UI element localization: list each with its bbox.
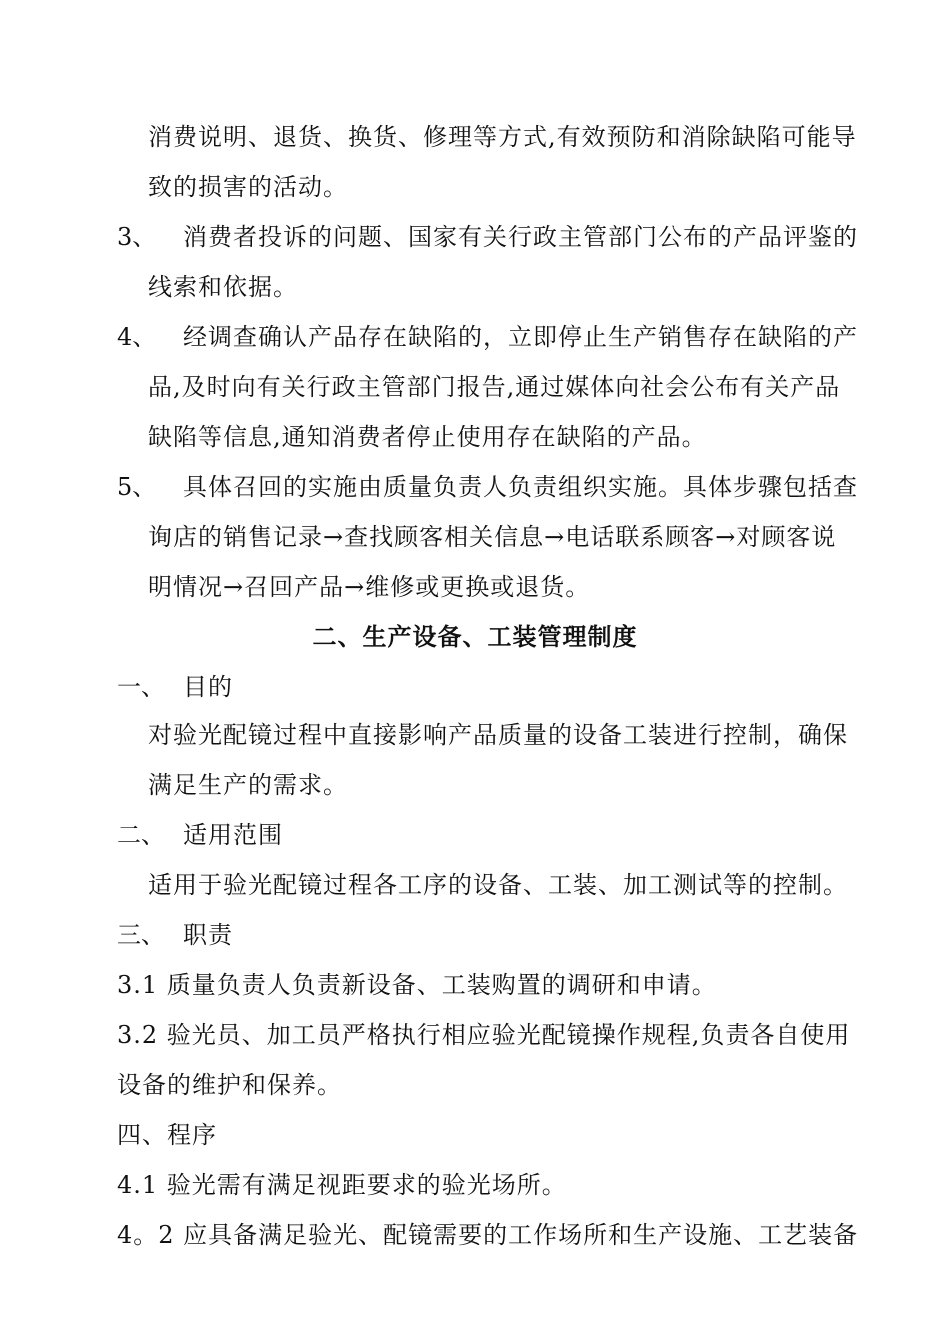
paragraph-line: 缺陷等信息,通知消费者停止使用存在缺陷的产品。 <box>148 423 707 451</box>
list-item-text: 消费者投诉的问题、国家有关行政主管部门公布的产品评鉴的 <box>183 223 858 251</box>
paragraph-line: 满足生产的需求。 <box>148 771 348 799</box>
section-number: 一、 <box>117 673 165 701</box>
section-title: 目的 <box>183 673 233 701</box>
paragraph-line: 对验光配镜过程中直接影响产品质量的设备工装进行控制，确保 <box>148 721 848 749</box>
paragraph-line: 3.2 验光员、加工员严格执行相应验光配镜操作规程,负责各自使用 <box>117 1021 851 1049</box>
paragraph-line: 4.1 验光需有满足视距要求的验光场所。 <box>117 1171 567 1199</box>
paragraph-line: 品,及时向有关行政主管部门报告,通过媒体向社会公布有关产品 <box>148 373 841 401</box>
list-number: 5、 <box>117 473 157 501</box>
paragraph-line: 设备的维护和保养。 <box>117 1071 342 1099</box>
list-item-text: 具体召回的实施由质量负责人负责组织实施。具体步骤包括查 <box>183 473 858 501</box>
section-title: 四、程序 <box>117 1121 217 1149</box>
paragraph-line: 4。2 应具备满足验光、配镜需要的工作场所和生产设施、工艺装备 <box>117 1221 859 1249</box>
paragraph-line: 线索和依据。 <box>148 273 298 301</box>
section-number: 三、 <box>117 921 165 949</box>
paragraph-line: 致的损害的活动。 <box>148 173 348 201</box>
paragraph-line: 3.1 质量负责人负责新设备、工装购置的调研和申请。 <box>117 971 717 999</box>
section-title: 适用范围 <box>183 821 283 849</box>
paragraph-line: 明情况→召回产品→维修或更换或退货。 <box>148 573 591 601</box>
list-item-text: 经调查确认产品存在缺陷的，立即停止生产销售存在缺陷的产 <box>183 323 858 351</box>
paragraph-line: 适用于验光配镜过程各工序的设备、工装、加工测试等的控制。 <box>148 871 848 899</box>
section-number: 二、 <box>117 821 165 849</box>
list-number: 3、 <box>117 223 157 251</box>
section-heading: 二、生产设备、工装管理制度 <box>312 623 638 651</box>
list-number: 4、 <box>117 323 157 351</box>
section-title: 职责 <box>183 921 233 949</box>
paragraph-line: 消费说明、退货、换货、修理等方式,有效预防和消除缺陷可能导 <box>148 123 857 151</box>
paragraph-line: 询店的销售记录→查找顾客相关信息→电话联系顾客→对顾客说 <box>148 523 837 551</box>
